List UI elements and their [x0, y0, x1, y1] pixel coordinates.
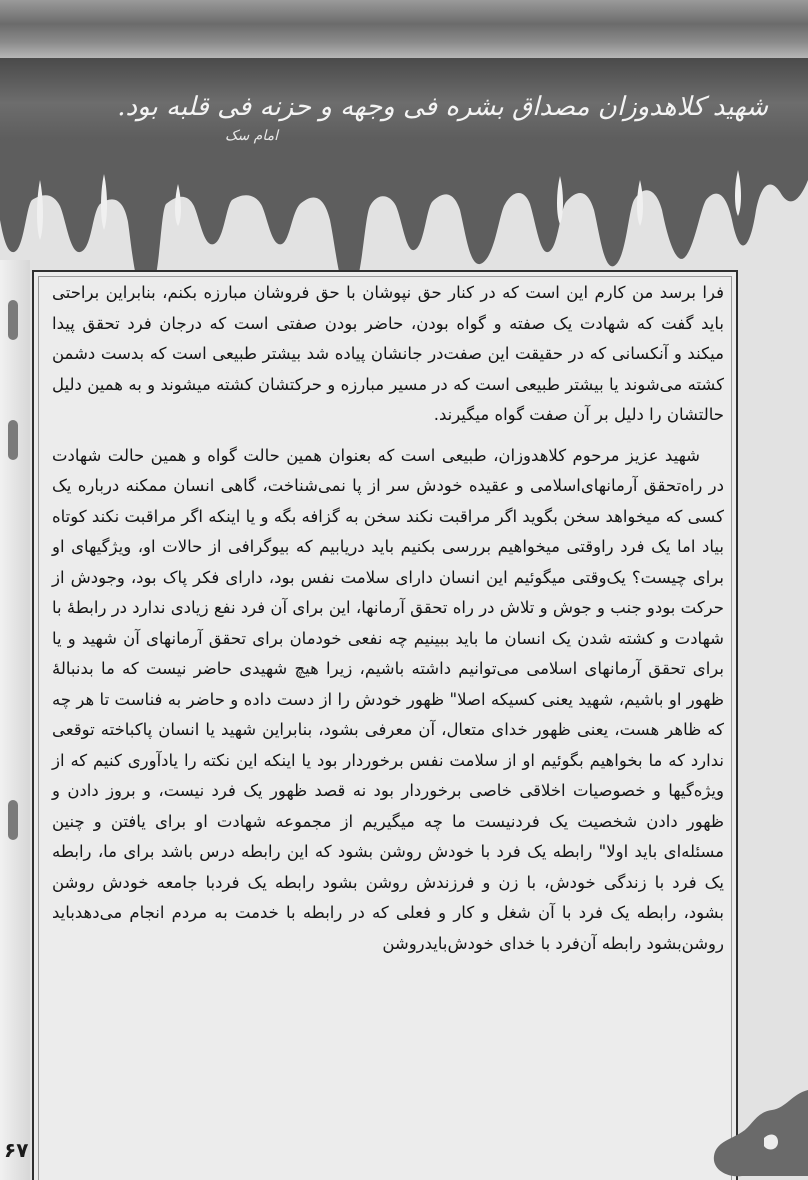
- banner-attribution: امام سک: [224, 128, 278, 144]
- article-body: [52, 278, 724, 959]
- drip-mark: [8, 800, 18, 840]
- paragraph-2: شهید عزیز مرحوم کلاهدوزان، طبیعی است که بعنوان همین حالت گواه و همین حالت شهادت در راه‌تحقق آرمانهای‌اسلامی و عقیده خودش سر از پا نمی‌شناخت، گاهی انسان ممکنه درباره یک کسی که میخواهد سخن بگوید اگر مراقبت نکند سخن به گزافه بگه و یا اینکه اگر مراقبت نکند کوتاه بیاد اما یک فرد را‌وقتی میخواهیم بررسی بکنیم باید دریابیم که بیوگرافی از حالات او، ویژگیهای او برای چیست؟ یک‌وقتی میگوئیم این انسان دارای سلامت نفس بود، دارای فکر پاک بود، وجودش از حرکت بودو جنب و جوش و تلاش در راه تحقق آرمانها، این برای آن فرد نفع زیادی ندارد در رابطهٔ با شهادت و کشته شدن یک انسان ما باید ببینیم چه نفعی خودمان برای تحقق آرمانهای آن شهید و یا برای تحقق آرمانهای اسلامی می‌توانیم داشته باشیم، زیرا هیچ شهیدی حاضر نیست که ما بدنبالهٔ ظهور او باشیم، شهید یعنی کسیکه اصلا" ظهور خودش را از دست داده و حاضر به فناست تا هر چه که ظاهر هست، یعنی ظهور خدای متعال، آن معرفی بشود، بنابراین شهید یا انسان پاکباخته توقعی ندارد که ما بخواهیم بگوئیم او از سلامت نفس برخوردار بود یا اینکه این نکته را یادآوری کنیم که از ویژه‌گیها و خصوصیات اخلاقی خاصی برخوردار بود نه قصد ظهور یک فرد نیست، و بروز دادن و ظهور دادن شخصیت یک فردنیست ما چه میگیریم از مجموعه شهادت او برای یافتن و چنین مسئله‌ای باید اولا" رابطه یک فرد با خودش روشن بشود که این رابطه درس باشد برای ما، رابطه یک فرد با زندگی خودش، با زن و فرزندش روشن بشود رابطه یک فردبا جامعه خودش روشن بشود، رابطه یک فرد با آن شغل و کار و فعلی که در رابطه با خدمت به مردم انجام می‌دهدباید روشن‌بشود رابطه آن‌فرد با خدای خودش‌بایدروشن: [52, 445, 724, 953]
- ink-splash-decoration: [712, 1080, 808, 1180]
- banner-title: شهید کلاهدوزان مصداق بشره فی وجهه و حزنه فی قلبه بود.: [117, 92, 768, 122]
- drip-mark: [8, 300, 18, 340]
- paragraph-1: فرا برسد من کارم این است که در کنار حق نپوشان با حق فروشان مبارزه بکنم، بنابراین براحتی باید گفت که شهادت یک صفته و گواه بودن، حاضر بودن صفتی است که درجان فرد تحقق پیدا میکند و آنکسانی که در حقیقت این صفت‌در جانشان پیاده شد بیشتر طبیعی است که بدست دشمن کشته می‌شوند یا بیشتر طبیعی است که در مسیر مبارزه و حرکتشان کشته میشوند و به همین دلیل حالتشان را دلیل بر آن صفت گواه میگیرند.: [52, 283, 724, 424]
- binding-strip: [0, 0, 808, 62]
- drip-mark: [8, 420, 18, 460]
- page-number: ۶۷: [4, 1138, 29, 1162]
- left-margin-decoration: [0, 260, 30, 1180]
